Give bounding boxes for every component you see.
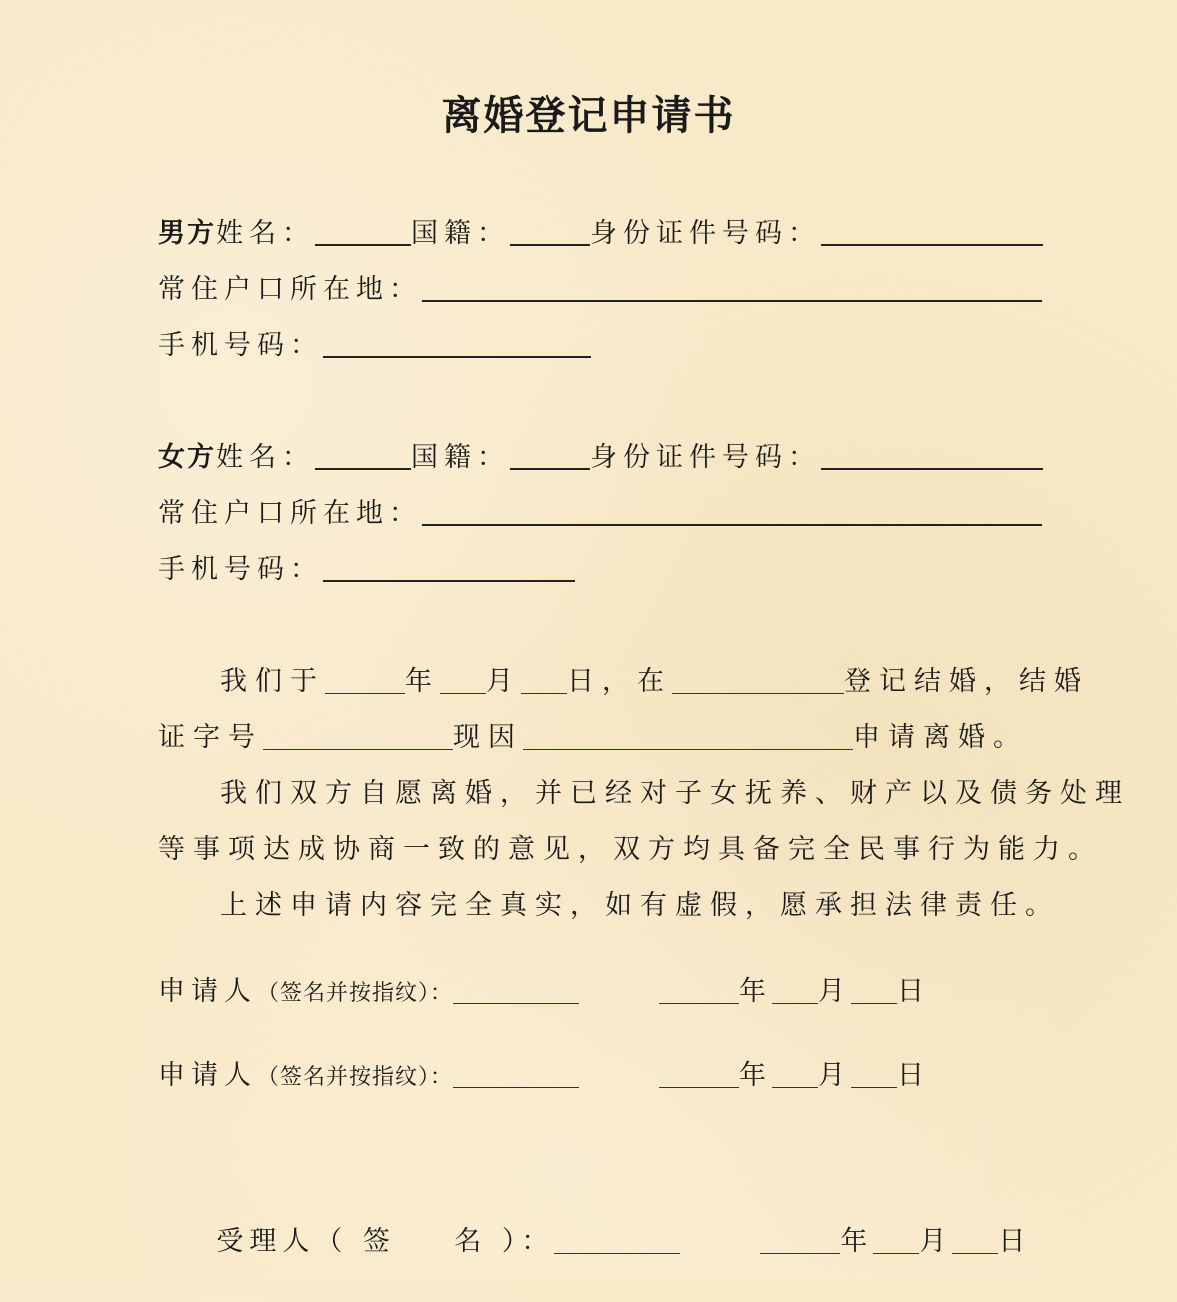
female-nationality-label: 国籍： — [411, 442, 510, 473]
female-id-field[interactable] — [821, 438, 1043, 470]
male-row-2 — [158, 270, 1042, 310]
sig-day: 日 — [897, 976, 931, 1007]
applicant-label: 申请人 — [158, 1060, 257, 1091]
female-residence-field[interactable] — [422, 494, 1042, 526]
female-residence-label: 常住户口所在地： — [158, 498, 422, 529]
applicant-2-signature-field[interactable] — [453, 1057, 579, 1088]
male-row-1 — [158, 214, 1043, 254]
female-nationality-field[interactable] — [510, 438, 590, 470]
male-label: 男方 — [158, 218, 216, 249]
paragraph-1-line-2 — [158, 718, 1048, 758]
receiver-month: 月 — [919, 1226, 953, 1257]
text-apply-divorce: 申请离婚。 — [853, 722, 1028, 753]
text-year: 年 — [405, 666, 440, 697]
text-day-at: 日，在 — [567, 666, 672, 697]
male-residence-field[interactable] — [422, 270, 1042, 302]
applicant-signature-row-2 — [158, 1056, 930, 1096]
divorce-reason-field[interactable] — [523, 719, 853, 750]
female-phone-field[interactable] — [323, 550, 575, 582]
receiver-year-field[interactable] — [760, 1223, 840, 1254]
paragraph-2-line-2: 等事项达成协商一致的意见，双方均具备完全民事行为能力。 — [158, 834, 1103, 865]
male-phone-field[interactable] — [323, 326, 591, 358]
page-title: 离婚登记申请书 — [441, 93, 736, 139]
applicant-1-day-field[interactable] — [851, 973, 897, 1004]
marriage-place-field[interactable] — [672, 663, 844, 694]
text-now-due-to: 现因 — [453, 722, 523, 753]
male-phone-label: 手机号码： — [158, 330, 323, 361]
receiver-year: 年 — [840, 1226, 874, 1257]
text-cert-no: 证字号 — [158, 722, 263, 753]
paragraph-1-line-1 — [220, 662, 1110, 702]
applicant-2-day-field[interactable] — [851, 1057, 897, 1088]
female-phone-label: 手机号码： — [158, 554, 323, 585]
marriage-year-field[interactable] — [325, 663, 405, 694]
applicant-signature-row-1 — [158, 972, 930, 1012]
female-name-label: 姓名： — [216, 442, 315, 473]
sig-day: 日 — [897, 1060, 931, 1091]
applicant-1-signature-field[interactable] — [453, 973, 579, 1004]
receiver-month-field[interactable] — [873, 1223, 919, 1254]
marriage-day-field[interactable] — [521, 663, 567, 694]
male-nationality-label: 国籍： — [411, 218, 510, 249]
male-name-label: 姓名： — [216, 218, 315, 249]
applicant-note: （签名并按指纹）： — [257, 1065, 454, 1090]
male-name-field[interactable] — [315, 214, 411, 246]
applicant-1-year-field[interactable] — [659, 973, 739, 1004]
receiver-day: 日 — [998, 1226, 1032, 1257]
marriage-month-field[interactable] — [440, 663, 486, 694]
male-residence-label: 常住户口所在地： — [158, 274, 422, 305]
applicant-label: 申请人 — [158, 976, 257, 1007]
paragraph-2-line-1: 我们双方自愿离婚，并已经对子女抚养、财产以及债务处理 — [220, 778, 1130, 809]
receiver-day-field[interactable] — [952, 1223, 998, 1254]
sig-month: 月 — [818, 976, 852, 1007]
female-row-1 — [158, 438, 1043, 478]
female-row-2 — [158, 494, 1042, 534]
male-row-3 — [158, 326, 591, 366]
sig-year: 年 — [739, 1060, 773, 1091]
female-name-field[interactable] — [315, 438, 411, 470]
paragraph-3: 上述申请内容完全真实，如有虚假，愿承担法律责任。 — [220, 890, 1060, 921]
text-month: 月 — [486, 666, 521, 697]
marriage-cert-field[interactable] — [263, 719, 453, 750]
applicant-1-month-field[interactable] — [772, 973, 818, 1004]
applicant-note: （签名并按指纹）： — [257, 981, 454, 1006]
text-we-on: 我们于 — [220, 666, 325, 697]
female-row-3 — [158, 550, 575, 590]
sig-month: 月 — [818, 1060, 852, 1091]
male-nationality-field[interactable] — [510, 214, 590, 246]
female-id-label: 身份证件号码： — [590, 442, 821, 473]
applicant-2-month-field[interactable] — [772, 1057, 818, 1088]
receiver-label: 受理人（ 签 名 ）： — [216, 1226, 555, 1257]
applicant-2-year-field[interactable] — [659, 1057, 739, 1088]
receiver-signature-field[interactable] — [554, 1223, 680, 1254]
text-registered: 登记结婚，结婚 — [844, 666, 1089, 697]
male-id-label: 身份证件号码： — [590, 218, 821, 249]
sig-year: 年 — [739, 976, 773, 1007]
receiver-signature-row — [158, 1182, 1032, 1257]
male-id-field[interactable] — [821, 214, 1043, 246]
female-label: 女方 — [158, 442, 216, 473]
